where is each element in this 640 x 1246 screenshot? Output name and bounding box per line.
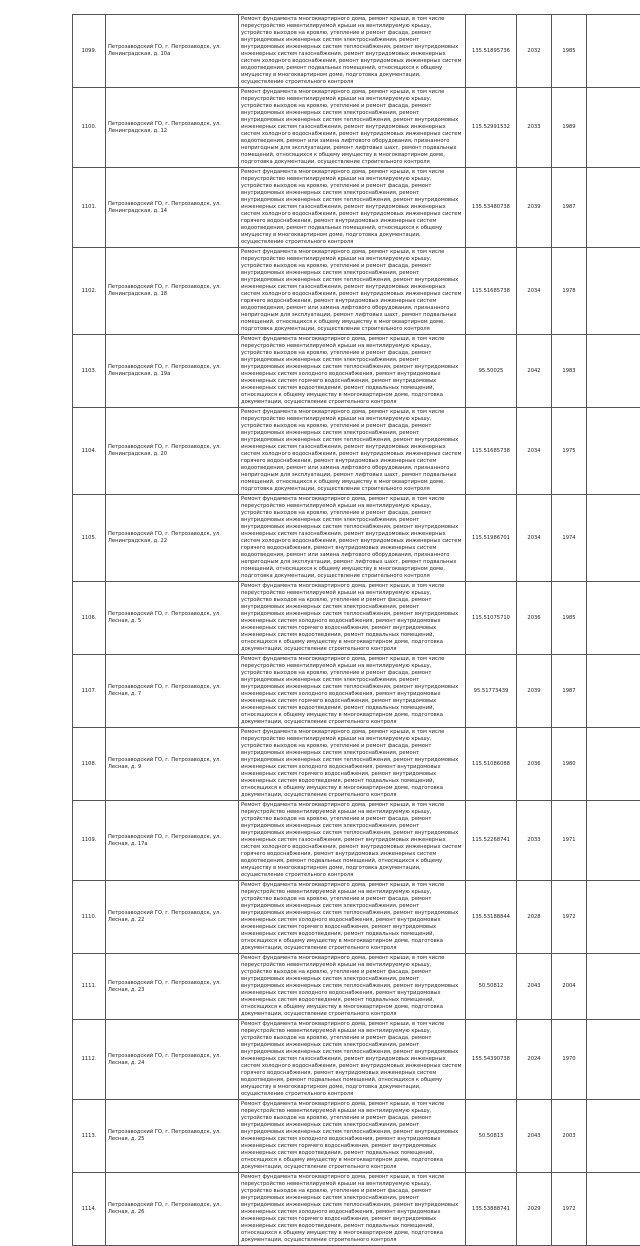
construction-year-cell: 1985 xyxy=(552,15,587,88)
table-row xyxy=(73,408,640,495)
address-cell: Петрозаводский ГО, г. Петрозаводск, ул. Лесная, д. 23 xyxy=(106,954,239,1020)
row-number: 1103. xyxy=(73,335,106,408)
cost-cell: 50.50812 xyxy=(466,954,517,1020)
table-row xyxy=(73,15,640,88)
construction-year-cell: 2003 xyxy=(552,1100,587,1173)
address-cell: Петрозаводский ГО, г. Петрозаводск, ул. Лесная, д. 17а xyxy=(106,801,239,881)
cost-cell: 95.51773439 xyxy=(466,655,517,728)
planned-year-cell: 2034 xyxy=(517,495,552,582)
construction-year-cell: 1970 xyxy=(552,1020,587,1100)
construction-year-cell: 1978 xyxy=(552,248,587,335)
construction-year-cell: 1972 xyxy=(552,1173,587,1246)
works-description-cell: Ремонт фундамента многоквартирного дома, ремонт крыши, в том числе переустройство невентилируемой крыши на вентилируемую крышу, устройство выходов на кровлю, утепление и ремонт фасада, ремонт внутридомовых инженерных систем электроснабжения, ремонт внутридомовых инженерных систем теплоснабжения, ремонт внутридомовых инженерных систем газоснабжения, ремонт внутридомовых инженерных систем холодного водоснабжения, ремонт внутридомовых инженерных систем горячего водоснабжения, ремонт внутридомовых инженерных систем водоотведения, ремонт подвальных помещений, относящихся к общему имуществу в многоквартирном доме, подготовка документации, осуществление строительного контроля xyxy=(239,801,466,881)
planned-year-cell: 2032 xyxy=(517,15,552,88)
cost-cell: 135.53188844 xyxy=(466,881,517,954)
works-description-cell: Ремонт фундамента многоквартирного дома, ремонт крыши, в том числе переустройство невентилируемой крыши на вентилируемую крышу, устройство выходов на кровлю, утепление и ремонт фасада, ремонт внутридомовых инженерных систем электроснабжения, ремонт внутридомовых инженерных систем теплоснабжения, ремонт внутридомовых инженерных систем газоснабжения, ремонт внутридомовых инженерных систем холодного водоснабжения, ремонт внутридомовых инженерных систем горячего водоснабжения, ремонт внутридомовых инженерных систем водоотведения, ремонт подвальных помещений, относящихся к общему имуществу в многоквартирном доме, подготовка документации, осуществление строительного контроля xyxy=(239,168,466,248)
address-cell: Петрозаводский ГО, г. Петрозаводск, ул. Лесная, д. 22 xyxy=(106,881,239,954)
planned-year-cell: 2028 xyxy=(517,881,552,954)
address-cell: Петрозаводский ГО, г. Петрозаводск, ул. Лесная, д. 9 xyxy=(106,728,239,801)
row-number: 1112. xyxy=(73,1020,106,1100)
table-body xyxy=(73,15,640,1246)
table-row xyxy=(73,88,640,168)
row-number: 1107. xyxy=(73,655,106,728)
row-number: 1099. xyxy=(73,15,106,88)
empty-cell xyxy=(587,408,640,495)
address-cell: Петрозаводский ГО, г. Петрозаводск, ул. Лесная, д. 24 xyxy=(106,1020,239,1100)
construction-year-cell: 2004 xyxy=(552,954,587,1020)
works-description-cell: Ремонт фундамента многоквартирного дома, ремонт крыши, в том числе переустройство невентилируемой крыши на вентилируемую крышу, устройство выходов на кровлю, утепление и ремонт фасада, ремонт внутридомовых инженерных систем электроснабжения, ремонт внутридомовых инженерных систем теплоснабжения, ремонт внутридомовых инженерных систем холодного водоснабжения, ремонт внутридомовых инженерных систем горячего водоснабжения, ремонт внутридомовых инженерных систем водоотведения, ремонт подвальных помещений, относящихся к общему имуществу в многоквартирном доме, подготовка документации, осуществление строительного контроля xyxy=(239,1100,466,1173)
construction-year-cell: 1980 xyxy=(552,728,587,801)
empty-cell xyxy=(587,954,640,1020)
empty-cell xyxy=(587,881,640,954)
construction-year-cell: 1985 xyxy=(552,582,587,655)
empty-cell xyxy=(587,15,640,88)
cost-cell: 115.52268741 xyxy=(466,801,517,881)
works-description-cell: Ремонт фундамента многоквартирного дома, ремонт крыши, в том числе переустройство невентилируемой крыши на вентилируемую крышу, устройство выходов на кровлю, утепление и ремонт фасада, ремонт внутридомовых инженерных систем электроснабжения, ремонт внутридомовых инженерных систем теплоснабжения, ремонт внутридомовых инженерных систем газоснабжения, ремонт внутридомовых инженерных систем холодного водоснабжения, ремонт внутридомовых инженерных систем горячего водоснабжения, ремонт внутридомовых инженерных систем водоотведения, ремонт или замена лифтового оборудования, признанного непригодным для эксплуатации, ремонт лифтовых шахт, ремонт подвальных помещений, относящихся к общему имуществу в многоквартирном доме, подготовка документации, осуществление строительного контроля xyxy=(239,495,466,582)
address-cell: Петрозаводский ГО, г. Петрозаводск, ул. Ленинградская, д. 12 xyxy=(106,88,239,168)
planned-year-cell: 2039 xyxy=(517,655,552,728)
row-number: 1106. xyxy=(73,582,106,655)
table-row xyxy=(73,335,640,408)
cost-cell: 155.54390738 xyxy=(466,1020,517,1100)
address-cell: Петрозаводский ГО, г. Петрозаводск, ул. Лесная, д. 7 xyxy=(106,655,239,728)
construction-year-cell: 1974 xyxy=(552,495,587,582)
planned-year-cell: 2024 xyxy=(517,1020,552,1100)
table-row xyxy=(73,1100,640,1173)
address-cell: Петрозаводский ГО, г. Петрозаводск, ул. Лесная, д. 25 xyxy=(106,1100,239,1173)
table-row xyxy=(73,582,640,655)
table-row xyxy=(73,168,640,248)
works-description-cell: Ремонт фундамента многоквартирного дома, ремонт крыши, в том числе переустройство невентилируемой крыши на вентилируемую крышу, устройство выходов на кровлю, утепление и ремонт фасада, ремонт внутридомовых инженерных систем электроснабжения, ремонт внутридомовых инженерных систем теплоснабжения, ремонт внутридомовых инженерных систем газоснабжения, ремонт внутридомовых инженерных систем холодного водоснабжения, ремонт внутридомовых инженерных систем водоотведения, ремонт или замена лифтового оборудования, признанного непригодным для эксплуатации, ремонт лифтовых шахт, ремонт подвальных помещений, относящихся к общему имуществу в многоквартирном доме, подготовка документации, осуществление строительного контроля xyxy=(239,88,466,168)
cost-cell: 135.53888741 xyxy=(466,1173,517,1246)
planned-year-cell: 2034 xyxy=(517,248,552,335)
works-description-cell: Ремонт фундамента многоквартирного дома, ремонт крыши, в том числе переустройство невентилируемой крыши на вентилируемую крышу, устройство выходов на кровлю, утепление и ремонт фасада, ремонт внутридомовых инженерных систем электроснабжения, ремонт внутридомовых инженерных систем теплоснабжения, ремонт внутридомовых инженерных систем холодного водоснабжения, ремонт внутридомовых инженерных систем горячего водоснабжения, ремонт внутридомовых инженерных систем водоотведения, ремонт подвальных помещений, относящихся к общему имуществу в многоквартирном доме, подготовка документации, осуществление строительного контроля xyxy=(239,1173,466,1246)
address-cell: Петрозаводский ГО, г. Петрозаводск, ул. Ленинградская, д. 20 xyxy=(106,408,239,495)
empty-cell xyxy=(587,88,640,168)
cost-cell: 135.53480738 xyxy=(466,168,517,248)
address-cell: Петрозаводский ГО, г. Петрозаводск, ул. Ленинградская, д. 19а xyxy=(106,335,239,408)
table-row xyxy=(73,1020,640,1100)
address-cell: Петрозаводский ГО, г. Петрозаводск, ул. Лесная, д. 26 xyxy=(106,1173,239,1246)
table-row xyxy=(73,881,640,954)
planned-year-cell: 2036 xyxy=(517,728,552,801)
row-number: 1110. xyxy=(73,881,106,954)
empty-cell xyxy=(587,1100,640,1173)
table-row xyxy=(73,248,640,335)
construction-year-cell: 1972 xyxy=(552,881,587,954)
table-row xyxy=(73,655,640,728)
address-cell: Петрозаводский ГО, г. Петрозаводск, ул. Ленинградская, д. 18 xyxy=(106,248,239,335)
table-row xyxy=(73,495,640,582)
empty-cell xyxy=(587,495,640,582)
planned-year-cell: 2029 xyxy=(517,1173,552,1246)
cost-cell: 115.51685738 xyxy=(466,408,517,495)
cost-cell: 115.51685738 xyxy=(466,248,517,335)
cost-cell: 135.51895736 xyxy=(466,15,517,88)
planned-year-cell: 2034 xyxy=(517,408,552,495)
empty-cell xyxy=(587,582,640,655)
planned-year-cell: 2039 xyxy=(517,168,552,248)
address-cell: Петрозаводский ГО, г. Петрозаводск, ул. Ленинградская, д. 14 xyxy=(106,168,239,248)
planned-year-cell: 2036 xyxy=(517,582,552,655)
works-description-cell: Ремонт фундамента многоквартирного дома, ремонт крыши, в том числе переустройство невентилируемой крыши на вентилируемую крышу, устройство выходов на кровлю, утепление и ремонт фасада, ремонт внутридомовых инженерных систем электроснабжения, ремонт внутридомовых инженерных систем теплоснабжения, ремонт внутридомовых инженерных систем холодного водоснабжения, ремонт внутридомовых инженерных систем горячего водоснабжения, ремонт внутридомовых инженерных систем водоотведения, ремонт подвальных помещений, относящихся к общему имуществу в многоквартирном доме, подготовка документации, осуществление строительного контроля xyxy=(239,582,466,655)
works-description-cell: Ремонт фундамента многоквартирного дома, ремонт крыши, в том числе переустройство невентилируемой крыши на вентилируемую крышу, устройство выходов на кровлю, утепление и ремонт фасада, ремонт внутридомовых инженерных систем электроснабжения, ремонт внутридомовых инженерных систем теплоснабжения, ремонт внутридомовых инженерных систем газоснабжения, ремонт внутридомовых инженерных систем холодного водоснабжения, ремонт внутридомовых инженерных систем горячего водоснабжения, ремонт внутридомовых инженерных систем водоотведения, ремонт подвальных помещений, относящихся к общему имуществу в многоквартирном доме, подготовка документации, осуществление строительного контроля xyxy=(239,1020,466,1100)
row-number: 1100. xyxy=(73,88,106,168)
row-number: 1104. xyxy=(73,408,106,495)
construction-year-cell: 1983 xyxy=(552,335,587,408)
address-cell: Петрозаводский ГО, г. Петрозаводск, ул. Ленинградская, д. 10а xyxy=(106,15,239,88)
construction-year-cell: 1989 xyxy=(552,88,587,168)
works-description-cell: Ремонт фундамента многоквартирного дома, ремонт крыши, в том числе переустройство невентилируемой крыши на вентилируемую крышу, устройство выходов на кровлю, утепление и ремонт фасада, ремонт внутридомовых инженерных систем электроснабжения, ремонт внутридомовых инженерных систем теплоснабжения, ремонт внутридомовых инженерных систем газоснабжения, ремонт внутридомовых инженерных систем холодного водоснабжения, ремонт внутридомовых инженерных систем горячего водоснабжения, ремонт внутридомовых инженерных систем водоотведения, ремонт или замена лифтового оборудования, признанного непригодным для эксплуатации, ремонт лифтовых шахт, ремонт подвальных помещений, относящихся к общему имуществу в многоквартирном доме, подготовка документации, осуществление строительного контроля xyxy=(239,408,466,495)
table-row xyxy=(73,1173,640,1246)
empty-cell xyxy=(587,801,640,881)
address-cell: Петрозаводский ГО, г. Петрозаводск, ул. Ленинградская, д. 22 xyxy=(106,495,239,582)
construction-year-cell: 1975 xyxy=(552,408,587,495)
row-number: 1114. xyxy=(73,1173,106,1246)
row-number: 1111. xyxy=(73,954,106,1020)
empty-cell xyxy=(587,1020,640,1100)
empty-cell xyxy=(587,728,640,801)
construction-year-cell: 1971 xyxy=(552,801,587,881)
empty-cell xyxy=(587,248,640,335)
empty-cell xyxy=(587,655,640,728)
row-number: 1101. xyxy=(73,168,106,248)
cost-cell: 50.50813 xyxy=(466,1100,517,1173)
capital-repair-table xyxy=(72,14,640,1246)
works-description-cell: Ремонт фундамента многоквартирного дома, ремонт крыши, в том числе переустройство невентилируемой крыши на вентилируемую крышу, устройство выходов на кровлю, утепление и ремонт фасада, ремонт внутридомовых инженерных систем электроснабжения, ремонт внутридомовых инженерных систем теплоснабжения, ремонт внутридомовых инженерных систем холодного водоснабжения, ремонт внутридомовых инженерных систем водоотведения, ремонт подвальных помещений, относящихся к общему имуществу в многоквартирном доме, подготовка документации, осуществление строительного контроля xyxy=(239,954,466,1020)
empty-cell xyxy=(587,1173,640,1246)
planned-year-cell: 2043 xyxy=(517,1100,552,1173)
empty-cell xyxy=(587,168,640,248)
cost-cell: 115.51086088 xyxy=(466,728,517,801)
table-row xyxy=(73,801,640,881)
cost-cell: 115.51075710 xyxy=(466,582,517,655)
planned-year-cell: 2033 xyxy=(517,88,552,168)
empty-cell xyxy=(587,335,640,408)
works-description-cell: Ремонт фундамента многоквартирного дома, ремонт крыши, в том числе переустройство невентилируемой крыши на вентилируемую крышу, устройство выходов на кровлю, утепление и ремонт фасада, ремонт внутридомовых инженерных систем электроснабжения, ремонт внутридомовых инженерных систем теплоснабжения, ремонт внутридомовых инженерных систем газоснабжения, ремонт внутридомовых инженерных систем холодного водоснабжения, ремонт внутридомовых инженерных систем горячего водоснабжения, ремонт внутридомовых инженерных систем водоотведения, ремонт или замена лифтового оборудования, признанного непригодным для эксплуатации, ремонт лифтовых шахт, ремонт подвальных помещений, относящихся к общему имуществу в многоквартирном доме, подготовка документации, осуществление строительного контроля xyxy=(239,248,466,335)
planned-year-cell: 2043 xyxy=(517,954,552,1020)
planned-year-cell: 2042 xyxy=(517,335,552,408)
row-number: 1109. xyxy=(73,801,106,881)
row-number: 1105. xyxy=(73,495,106,582)
works-description-cell: Ремонт фундамента многоквартирного дома, ремонт крыши, в том числе переустройство невентилируемой крыши на вентилируемую крышу, устройство выходов на кровлю, утепление и ремонт фасада, ремонт внутридомовых инженерных систем электроснабжения, ремонт внутридомовых инженерных систем теплоснабжения, ремонт внутридомовых инженерных систем холодного водоснабжения, ремонт внутридомовых инженерных систем горячего водоснабжения, ремонт внутридомовых инженерных систем водоотведения, ремонт подвальных помещений, относящихся к общему имуществу в многоквартирном доме, подготовка документации, осуществление строительного контроля xyxy=(239,335,466,408)
construction-year-cell: 1987 xyxy=(552,168,587,248)
works-description-cell: Ремонт фундамента многоквартирного дома, ремонт крыши, в том числе переустройство невентилируемой крыши на вентилируемую крышу, устройство выходов на кровлю, утепление и ремонт фасада, ремонт внутридомовых инженерных систем электроснабжения, ремонт внутридомовых инженерных систем теплоснабжения, ремонт внутридомовых инженерных систем холодного водоснабжения, ремонт внутридомовых инженерных систем горячего водоснабжения, ремонт внутридомовых инженерных систем водоотведения, ремонт подвальных помещений, относящихся к общему имуществу в многоквартирном доме, подготовка документации, осуществление строительного контроля xyxy=(239,728,466,801)
cost-cell: 115.52991532 xyxy=(466,88,517,168)
table-row xyxy=(73,954,640,1020)
construction-year-cell: 1987 xyxy=(552,655,587,728)
cost-cell: 95.50025 xyxy=(466,335,517,408)
row-number: 1113. xyxy=(73,1100,106,1173)
works-description-cell: Ремонт фундамента многоквартирного дома, ремонт крыши, в том числе переустройство невентилируемой крыши на вентилируемую крышу, устройство выходов на кровлю, утепление и ремонт фасада, ремонт внутридомовых инженерных систем электроснабжения, ремонт внутридомовых инженерных систем теплоснабжения, ремонт внутридомовых инженерных систем газоснабжения, ремонт внутридомовых инженерных систем холодного водоснабжения, ремонт внутридомовых инженерных систем водоотведения, ремонт подвальных помещений, относящихся к общему имуществу в многоквартирном доме, подготовка документации, осуществление строительного контроля xyxy=(239,15,466,88)
address-cell: Петрозаводский ГО, г. Петрозаводск, ул. Лесная, д. 5 xyxy=(106,582,239,655)
works-description-cell: Ремонт фундамента многоквартирного дома, ремонт крыши, в том числе переустройство невентилируемой крыши на вентилируемую крышу, устройство выходов на кровлю, утепление и ремонт фасада, ремонт внутридомовых инженерных систем электроснабжения, ремонт внутридомовых инженерных систем теплоснабжения, ремонт внутридомовых инженерных систем холодного водоснабжения, ремонт внутридомовых инженерных систем горячего водоснабжения, ремонт внутридомовых инженерных систем водоотведения, ремонт подвальных помещений, относящихся к общему имуществу в многоквартирном доме, подготовка документации, осуществление строительного контроля xyxy=(239,881,466,954)
planned-year-cell: 2033 xyxy=(517,801,552,881)
row-number: 1108. xyxy=(73,728,106,801)
row-number: 1102. xyxy=(73,248,106,335)
cost-cell: 115.51986701 xyxy=(466,495,517,582)
table-row xyxy=(73,728,640,801)
works-description-cell: Ремонт фундамента многоквартирного дома, ремонт крыши, в том числе переустройство невентилируемой крыши на вентилируемую крышу, устройство выходов на кровлю, утепление и ремонт фасада, ремонт внутридомовых инженерных систем электроснабжения, ремонт внутридомовых инженерных систем теплоснабжения, ремонт внутридомовых инженерных систем холодного водоснабжения, ремонт внутридомовых инженерных систем горячего водоснабжения, ремонт внутридомовых инженерных систем водоотведения, ремонт подвальных помещений, относящихся к общему имуществу в многоквартирном доме, подготовка документации, осуществление строительного контроля xyxy=(239,655,466,728)
